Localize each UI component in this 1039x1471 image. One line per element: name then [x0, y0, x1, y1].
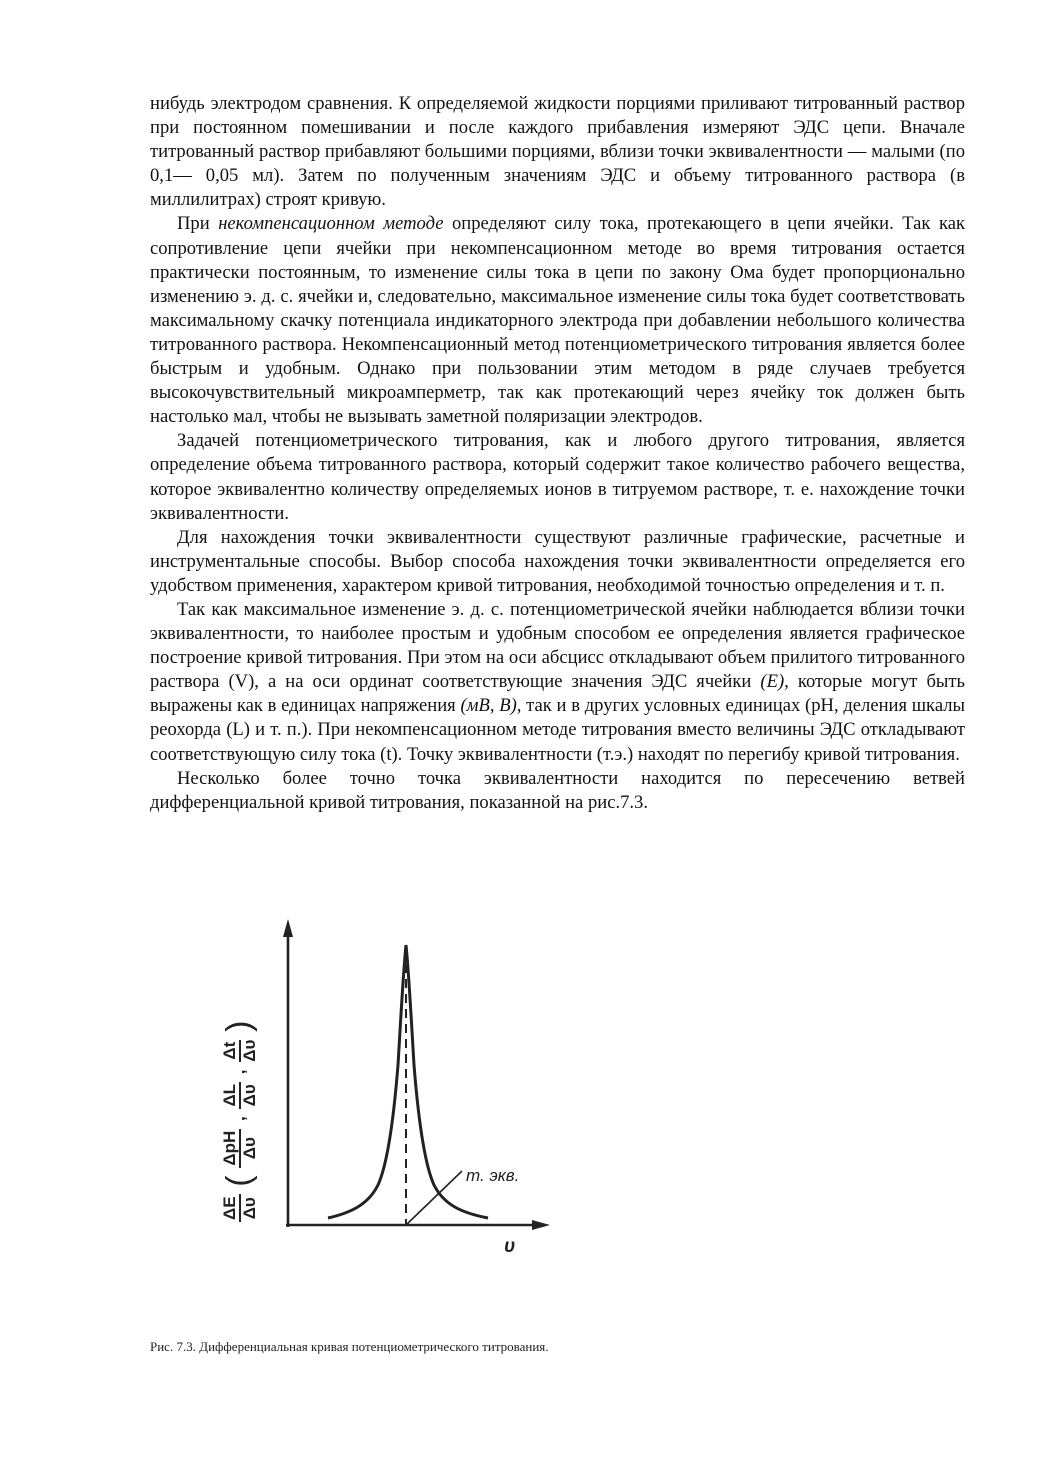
x-axis-label: υ [504, 1236, 516, 1257]
differential-curve [328, 945, 488, 1218]
paragraph-2-rest: определяют силу тока, протекающего в цепи ячейки. Так как сопротивление цепи ячейки при некомпенсационном методе во время титрования остается практически постоянным, то изменение силы тока в цепи по закону Ома будет пропорционально изменению э. д. с. ячейки и, следовательно, максимальное изменение силы тока будет соответствовать максимальному скачку потенциала индикаторного электрода при добавлении небольшого количества титрованного раствора. Некомпенсационный метод потенциометрического титрования является более быстрым и удобным. Однако при пользовании этим методом в ряде случаев требуется высокочувствительный микроамперметр, так как протекающий через ячейку ток должен быть настолько мал, чтобы не вызывать заметной поляризации электродов. [150, 213, 965, 428]
y-axis-arrow [283, 919, 293, 937]
figure-caption: Рис. 7.3. Дифференциальная кривая потенциометрического титрования. [150, 1339, 549, 1354]
paragraph-1: нибудь электродом сравнения. К определяемой жидкости порциями приливают титрованный раствор при постоянном помешивании и после каждого прибавления измеряют ЭДС цепи. Вначале титрованный раствор прибавляют большими порциями, вблизи точки эквивалентности — малыми (по 0,1— 0,05 мл). Затем по полученным значениям ЭДС и объему титрованного раствора (в миллилитрах) строят кривую. [150, 93, 965, 211]
y-label-t-fraction: Δt Δυ [219, 1039, 259, 1062]
paragraph-3: Задачей потенциометрического титрования, как и любого другого титрования, является определение объема титрованного раствора, который содержит такое количество рабочего вещества, которое эквивалентно количеству определяемых ионов в титруемом растворе, т. е. нахождение точки эквивалентности. [150, 430, 965, 524]
y-label-ph-fraction: ΔpH Δυ [219, 1130, 259, 1166]
paragraph-5 [150, 598, 965, 767]
equivalence-leader-line [406, 1171, 462, 1225]
x-axis-arrow [532, 1220, 550, 1230]
paragraph-5-c: которые могут быть выражены как в единицах напряжения [150, 671, 965, 717]
paragraph-2-start: При [177, 213, 219, 235]
paragraph-5-units: (мВ, В), [460, 695, 522, 717]
paragraph-2 [150, 212, 965, 429]
y-label-main-fraction: ΔE Δυ [219, 1196, 259, 1220]
paragraph-5-e: так и в других условных единицах (рН, деления шкалы реохорда (L) и т. п.). При некомпенсационном методе титрования вместо величины ЭДС откладывают соответствующую силу тока (t). Точку эквивалентности (т.э.) находят по перегибу кривой титрования. [150, 695, 966, 765]
paragraph-5-e-symbol: (E), [760, 671, 789, 693]
paragraph-2-term: некомпенсационном методе [218, 213, 444, 235]
y-axis-label: ΔE Δυ ( ΔpH Δυ , ΔL Δυ , Δt Δυ ) [219, 1020, 259, 1220]
paragraph-5-a: Так как максимальное изменение э. д. с. потенциометрической ячейки наблюдается вблизи точки эквивалентности, то наиболее простым и удобным способом ее определения является графическое построение кривой титрования. При этом на оси абсцисс откладывают объем прилитого титрованного раствора (V), а на оси ординат соответствующие значения ЭДС ячейки [150, 598, 965, 693]
paragraph-6: Несколько более точно точка эквивалентности находится по пересечению ветвей дифференциальной кривой титрования, показанной на рис.7.3. [150, 767, 965, 813]
y-label-l-fraction: ΔL Δυ [219, 1083, 259, 1107]
paragraph-4: Для нахождения точки эквивалентности существуют различные графические, расчетные и инструментальные способы. Выбор способа нахождения точки эквивалентности определяется его удобством применения, характером кривой титрования, необходимой точностью определения и т. п. [150, 526, 965, 596]
document-body [150, 92, 965, 815]
equivalence-point-label: т. экв. [466, 1166, 520, 1185]
